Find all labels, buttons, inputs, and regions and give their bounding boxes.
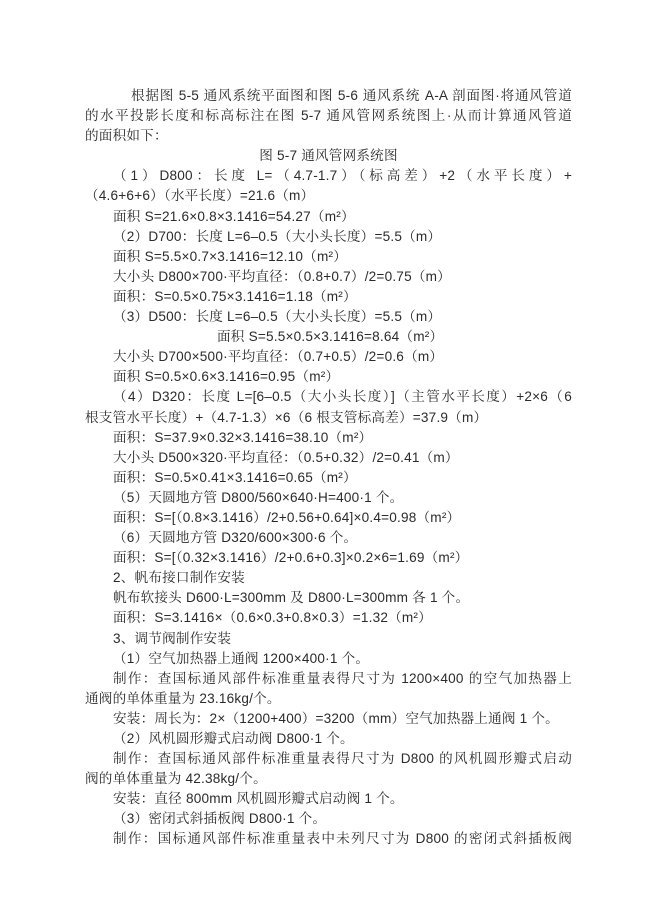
duct-calc-line: 面积 S=5.5×0.7×3.1416=12.10（m²） xyxy=(113,248,348,264)
intro-line-2: 的水平投影长度和标高标注在图 5-7 通风管网系统图上·从而计算通风管道 xyxy=(85,108,572,124)
duct-calc-line: （4.6+6+6）（水平长度）=21.6（m） xyxy=(85,188,315,204)
duct-calc-line: 大小头 D500×320·平均直径：（0.5+0.32）/2=0.41（m） xyxy=(113,449,459,465)
duct-calc-line: （1）D800：长度 L=（4.7-1.7）（标高差）+2（水平长度）+ xyxy=(113,168,572,184)
valve-line: 制作：查国标通风部件标准重量表得尺寸为 1200×400 的空气加热器上 xyxy=(113,670,572,686)
document-content xyxy=(85,86,572,850)
valve-line: 安装：周长为：2×（1200+400）=3200（mm）空气加热器上通阀 1 个。 xyxy=(113,710,559,726)
duct-calc-line: （6）天圆地方管 D320/600×300·6 个。 xyxy=(113,530,358,546)
valve-line: 制作：查国标通风部件标准重量表得尺寸为 D800 的风机圆形瓣式启动 xyxy=(113,751,572,767)
duct-calc-line: （2）D700：长度 L=6–0.5（大小头长度）=5.5（m） xyxy=(113,228,442,244)
valve-line: 通阀的单体重量为 23.16kg/个。 xyxy=(85,690,281,706)
duct-calc-line: 大小头 D800×700·平均直径：（0.8+0.7）/2=0.75（m） xyxy=(113,268,451,284)
duct-calc-line: 面积：S=0.5×0.41×3.1416=0.65（m²） xyxy=(113,469,357,485)
canvas-joint-line: 面积：S=3.1416×（0.6×0.3+0.8×0.3）=1.32（m²） xyxy=(113,610,432,626)
valve-line: 制作：国标通风部件标准重量表中未列尺寸为 D800 的密闭式斜插板阀 xyxy=(113,831,572,847)
valve-line: 阀的单体重量为 42.38kg/个。 xyxy=(85,771,267,787)
duct-calc-line: 根支管水平长度）+（4.7-1.3）×6（6 根支管标高差）=37.9（m） xyxy=(85,409,488,425)
intro-line-3: 的面积如下： xyxy=(85,128,168,144)
duct-calc-line: 面积 S=0.5×0.6×3.1416=0.95（m²） xyxy=(113,369,340,385)
duct-calc-line: 面积：S=0.5×0.75×3.1416=1.18（m²） xyxy=(113,288,357,304)
duct-calc-line: （5）天圆地方管 D800/560×640·H=400·1 个。 xyxy=(113,489,404,505)
section-3-heading: 3、调节阀制作安装 xyxy=(113,630,232,646)
valve-line: （3）密闭式斜插板阀 D800·1 个。 xyxy=(113,811,327,827)
section-2-heading: 2、帆布接口制作安装 xyxy=(113,570,245,586)
valve-line: （2）风机圆形瓣式启动阀 D800·1 个。 xyxy=(113,731,354,746)
valve-line: 安装：直径 800mm 风机圆形瓣式启动阀 1 个。 xyxy=(113,791,404,807)
figure-caption: 图 5-7 通风管网系统图 xyxy=(259,148,398,164)
duct-calc-line: 面积：S=[（0.8×3.1416）/2+0.56+0.64]×0.4=0.98（m²） xyxy=(113,509,461,525)
valve-line: （1）空气加热器上通阀 1200×400·1 个。 xyxy=(113,650,370,666)
duct-calc-line: 面积 S=21.6×0.8×3.1416=54.27（m²） xyxy=(113,208,355,224)
duct-calc-line: （4）D320：长度 L=[6–0.5（大小头长度）]（主管水平长度）+2×6（6 xyxy=(113,389,572,405)
canvas-joint-line: 帆布软接头 D600·L=300mm 及 D800·L=300mm 各 1 个。 xyxy=(113,590,470,606)
duct-calc-line: 面积：S=[（0.32×3.1416）/2+0.6+0.3]×0.2×6=1.69（m²） xyxy=(113,550,469,566)
duct-calc-line: 面积：S=37.9×0.32×3.1416=38.10（m²） xyxy=(113,429,373,445)
intro-line-1: 根据图 5-5 通风系统平面图和图 5-6 通风系统 A-A 剖面图·将通风管道 xyxy=(131,88,572,103)
duct-calc-line: 面积 S=5.5×0.5×3.1416=8.64（m²） xyxy=(217,329,444,345)
duct-calc-line: 大小头 D700×500·平均直径：（0.7+0.5）/2=0.6（m） xyxy=(113,349,444,365)
duct-calc-line: （3）D500：长度 L=6–0.5（大小头长度）=5.5（m） xyxy=(113,309,442,325)
